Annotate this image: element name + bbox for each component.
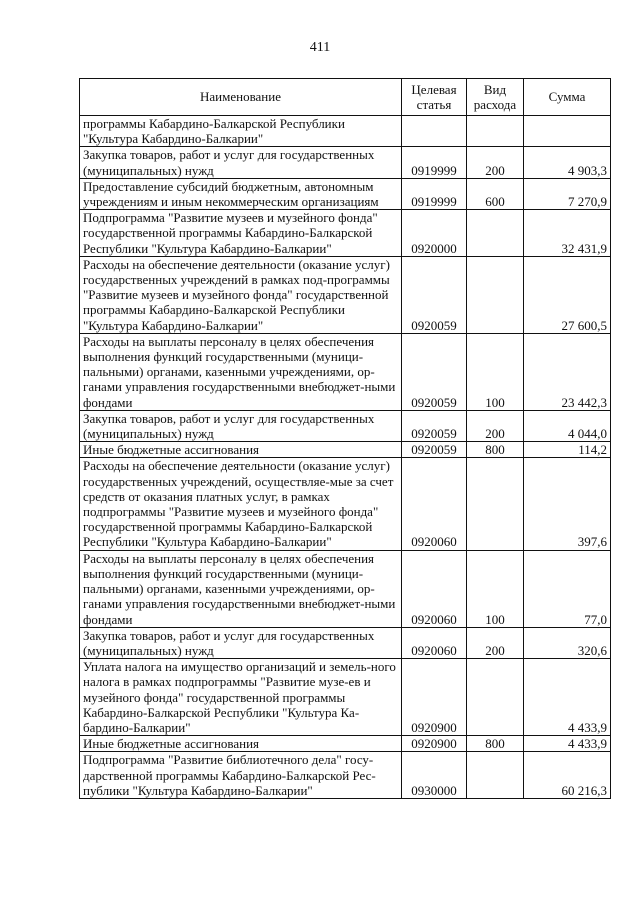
table-row [80, 442, 611, 458]
row-code: 0920060 [402, 458, 467, 550]
row-type: 100 [467, 550, 524, 627]
row-name: Закупка товаров, работ и услуг для государственных (муниципальных) нужд [80, 627, 402, 658]
page-number: 411 [309, 40, 331, 55]
row-sum: 114,2 [524, 442, 611, 458]
table-row [80, 210, 611, 257]
row-name: Подпрограмма "Развитие библиотечного дела" госу-дарственной программы Кабардино-Балкарской Рес-публики "Культура Кабардино-Балкарии" [80, 752, 402, 799]
table-row [80, 752, 611, 799]
budget-table [79, 78, 611, 799]
row-sum: 60 216,3 [524, 752, 611, 799]
row-name: Расходы на обеспечение деятельности (оказание услуг) государственных учреждений в рамках под-программы "Развитие музеев и музейного фонда" государственной программы Кабардино-Балкарской Республики "Культура Кабардино-Балкарии" [80, 256, 402, 333]
row-code: 0920060 [402, 627, 467, 658]
row-type [467, 458, 524, 550]
table-row [80, 458, 611, 550]
row-code: 0920000 [402, 210, 467, 257]
row-code: 0920060 [402, 550, 467, 627]
row-sum: 4 903,3 [524, 147, 611, 178]
row-sum: 4 433,9 [524, 736, 611, 752]
row-code: 0919999 [402, 147, 467, 178]
row-sum: 4 433,9 [524, 659, 611, 736]
row-name: Иные бюджетные ассигнования [80, 442, 402, 458]
row-name: Уплата налога на имущество организаций и земель-ного налога в рамках подпрограммы "Развитие музе-ев и музейного фонда" государственной программы Кабардино-Балкарской Республики "Культура Ка-бардино-Балкарии" [80, 659, 402, 736]
row-type [467, 659, 524, 736]
row-sum: 7 270,9 [524, 178, 611, 209]
row-sum: 27 600,5 [524, 256, 611, 333]
row-type: 200 [467, 410, 524, 441]
row-type: 200 [467, 147, 524, 178]
table-header-row [80, 79, 611, 116]
row-sum [524, 116, 611, 147]
row-type: 100 [467, 333, 524, 410]
row-name: Расходы на выплаты персоналу в целях обеспечения выполнения функций государственными (муници-пальными) органами, казенными учреждениями, ор-ганами управления государственными внебюджет-ными фондами [80, 550, 402, 627]
row-sum: 77,0 [524, 550, 611, 627]
row-code: 0920059 [402, 410, 467, 441]
row-code: 0920059 [402, 256, 467, 333]
header-name: Наименование [80, 79, 402, 116]
row-name: Расходы на обеспечение деятельности (оказание услуг) государственных учреждений, осуществляе-мые за счет средств от оказания платных услуг, в рамках подпрограммы "Развитие музеев и музейного фонда" государственной программы Кабардино-Балкарской Республики "Культура Кабардино-Балкарии" [80, 458, 402, 550]
row-sum: 32 431,9 [524, 210, 611, 257]
row-type [467, 752, 524, 799]
row-code: 0920059 [402, 333, 467, 410]
row-name: Расходы на выплаты персоналу в целях обеспечения выполнения функций государственными (муници-пальными) органами, казенными учреждениями, ор-ганами управления государственными внебюджет-ными фондами [80, 333, 402, 410]
table-row [80, 659, 611, 736]
row-name: Подпрограмма "Развитие музеев и музейного фонда" государственной программы Кабардино-Балкарской Республики "Культура Кабардино-Балкарии" [80, 210, 402, 257]
row-name: Закупка товаров, работ и услуг для государственных (муниципальных) нужд [80, 147, 402, 178]
row-sum: 4 044,0 [524, 410, 611, 441]
row-code: 0930000 [402, 752, 467, 799]
row-type: 200 [467, 627, 524, 658]
row-code: 0920900 [402, 659, 467, 736]
row-name: программы Кабардино-Балкарской Республики "Культура Кабардино-Балкарии" [80, 116, 402, 147]
row-type [467, 116, 524, 147]
table-row [80, 147, 611, 178]
row-code [402, 116, 467, 147]
table-row [80, 736, 611, 752]
row-sum: 397,6 [524, 458, 611, 550]
table-row [80, 178, 611, 209]
row-name: Иные бюджетные ассигнования [80, 736, 402, 752]
header-sum: Сумма [524, 79, 611, 116]
header-code: Целевая статья [402, 79, 467, 116]
table-row [80, 550, 611, 627]
row-sum: 23 442,3 [524, 333, 611, 410]
row-type [467, 256, 524, 333]
table-row [80, 256, 611, 333]
row-code: 0920059 [402, 442, 467, 458]
table-row [80, 116, 611, 147]
table-row [80, 410, 611, 441]
table-row [80, 333, 611, 410]
row-type: 600 [467, 178, 524, 209]
row-code: 0919999 [402, 178, 467, 209]
row-type: 800 [467, 736, 524, 752]
table-row [80, 627, 611, 658]
row-type [467, 210, 524, 257]
row-sum: 320,6 [524, 627, 611, 658]
row-type: 800 [467, 442, 524, 458]
row-name: Закупка товаров, работ и услуг для государственных (муниципальных) нужд [80, 410, 402, 441]
row-name: Предоставление субсидий бюджетным, автономным учреждениям и иным некоммерческим организациям [80, 178, 402, 209]
header-type: Вид расхода [467, 79, 524, 116]
row-code: 0920900 [402, 736, 467, 752]
